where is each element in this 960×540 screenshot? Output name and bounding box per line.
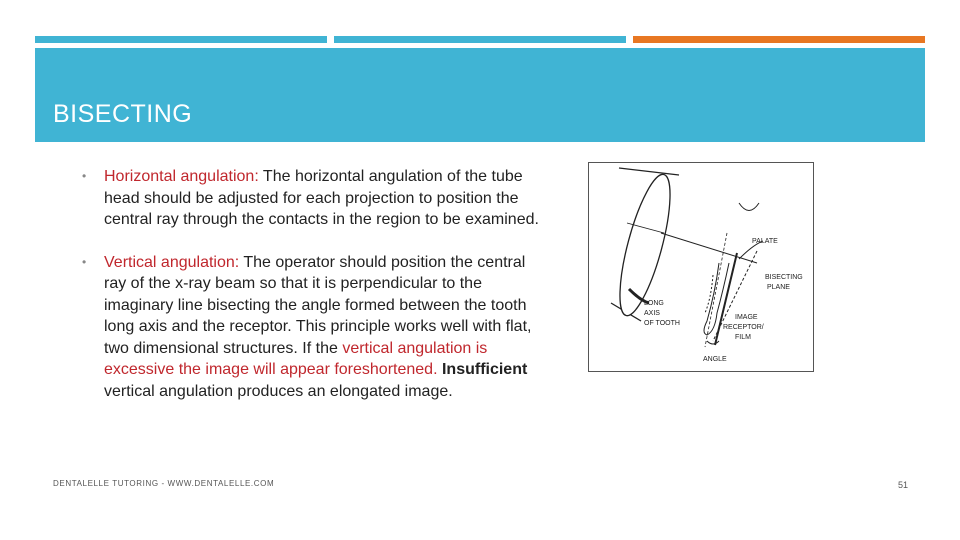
label-receptor: RECEPTOR/ xyxy=(723,324,764,331)
bullet-heading: Vertical angulation: xyxy=(104,253,240,271)
bullet-text: The horizontal angulation of the tube head should be adjusted for each projection to position the central ray through the contacts in the region to be examined. xyxy=(104,168,539,228)
label-bisecting: BISECTING xyxy=(765,274,803,281)
bullet-red-text: vertical angulation is excessive the image will appear foreshortened. xyxy=(104,339,488,378)
bullet-dot-icon: • xyxy=(82,254,87,269)
top-accent-bar-2 xyxy=(334,36,626,43)
label-film: FILM xyxy=(735,334,751,341)
label-long: LONG xyxy=(644,300,664,307)
label-of-tooth: OF TOOTH xyxy=(644,320,680,327)
angle-arc xyxy=(707,341,719,344)
bullet-dot-icon: • xyxy=(82,169,87,183)
footer-text: DENTALELLE TUTORING - WWW.DENTALELLE.COM xyxy=(53,479,275,488)
label-angle: ANGLE xyxy=(703,356,727,363)
label-palate: PALATE xyxy=(752,238,778,245)
label-plane: PLANE xyxy=(767,284,790,291)
bullet-vertical-angulation xyxy=(80,252,542,403)
bullet-list xyxy=(80,166,542,423)
slide-title: BISECTING xyxy=(53,100,193,128)
label-image: IMAGE xyxy=(735,314,758,321)
bullet-bold-text: Insufficient xyxy=(441,361,528,378)
bullet-text: The operator should position the central ray of the x-ray beam so that it is perpendicular to the imaginary line bisecting the angle formed between the tooth long axis and the receptor. This principle works well with flat, two dimensional structures. If the xyxy=(104,253,532,357)
title-banner xyxy=(35,48,925,142)
bisecting-diagram-svg xyxy=(589,163,813,371)
central-ray-line xyxy=(661,233,757,263)
bullet-heading: Horizontal angulation: xyxy=(104,168,259,185)
top-accent-bar-3 xyxy=(633,36,925,43)
bisecting-diagram xyxy=(588,162,814,372)
xray-tube-shape xyxy=(610,168,681,321)
page-number: 51 xyxy=(898,480,909,490)
bullet-tail-text: vertical angulation produces an elongated image. xyxy=(104,382,453,400)
top-accent-bar-1 xyxy=(35,36,327,43)
curved-arrow-icon xyxy=(739,203,759,211)
bullet-horizontal-angulation xyxy=(80,166,542,231)
label-axis: AXIS xyxy=(644,310,660,317)
